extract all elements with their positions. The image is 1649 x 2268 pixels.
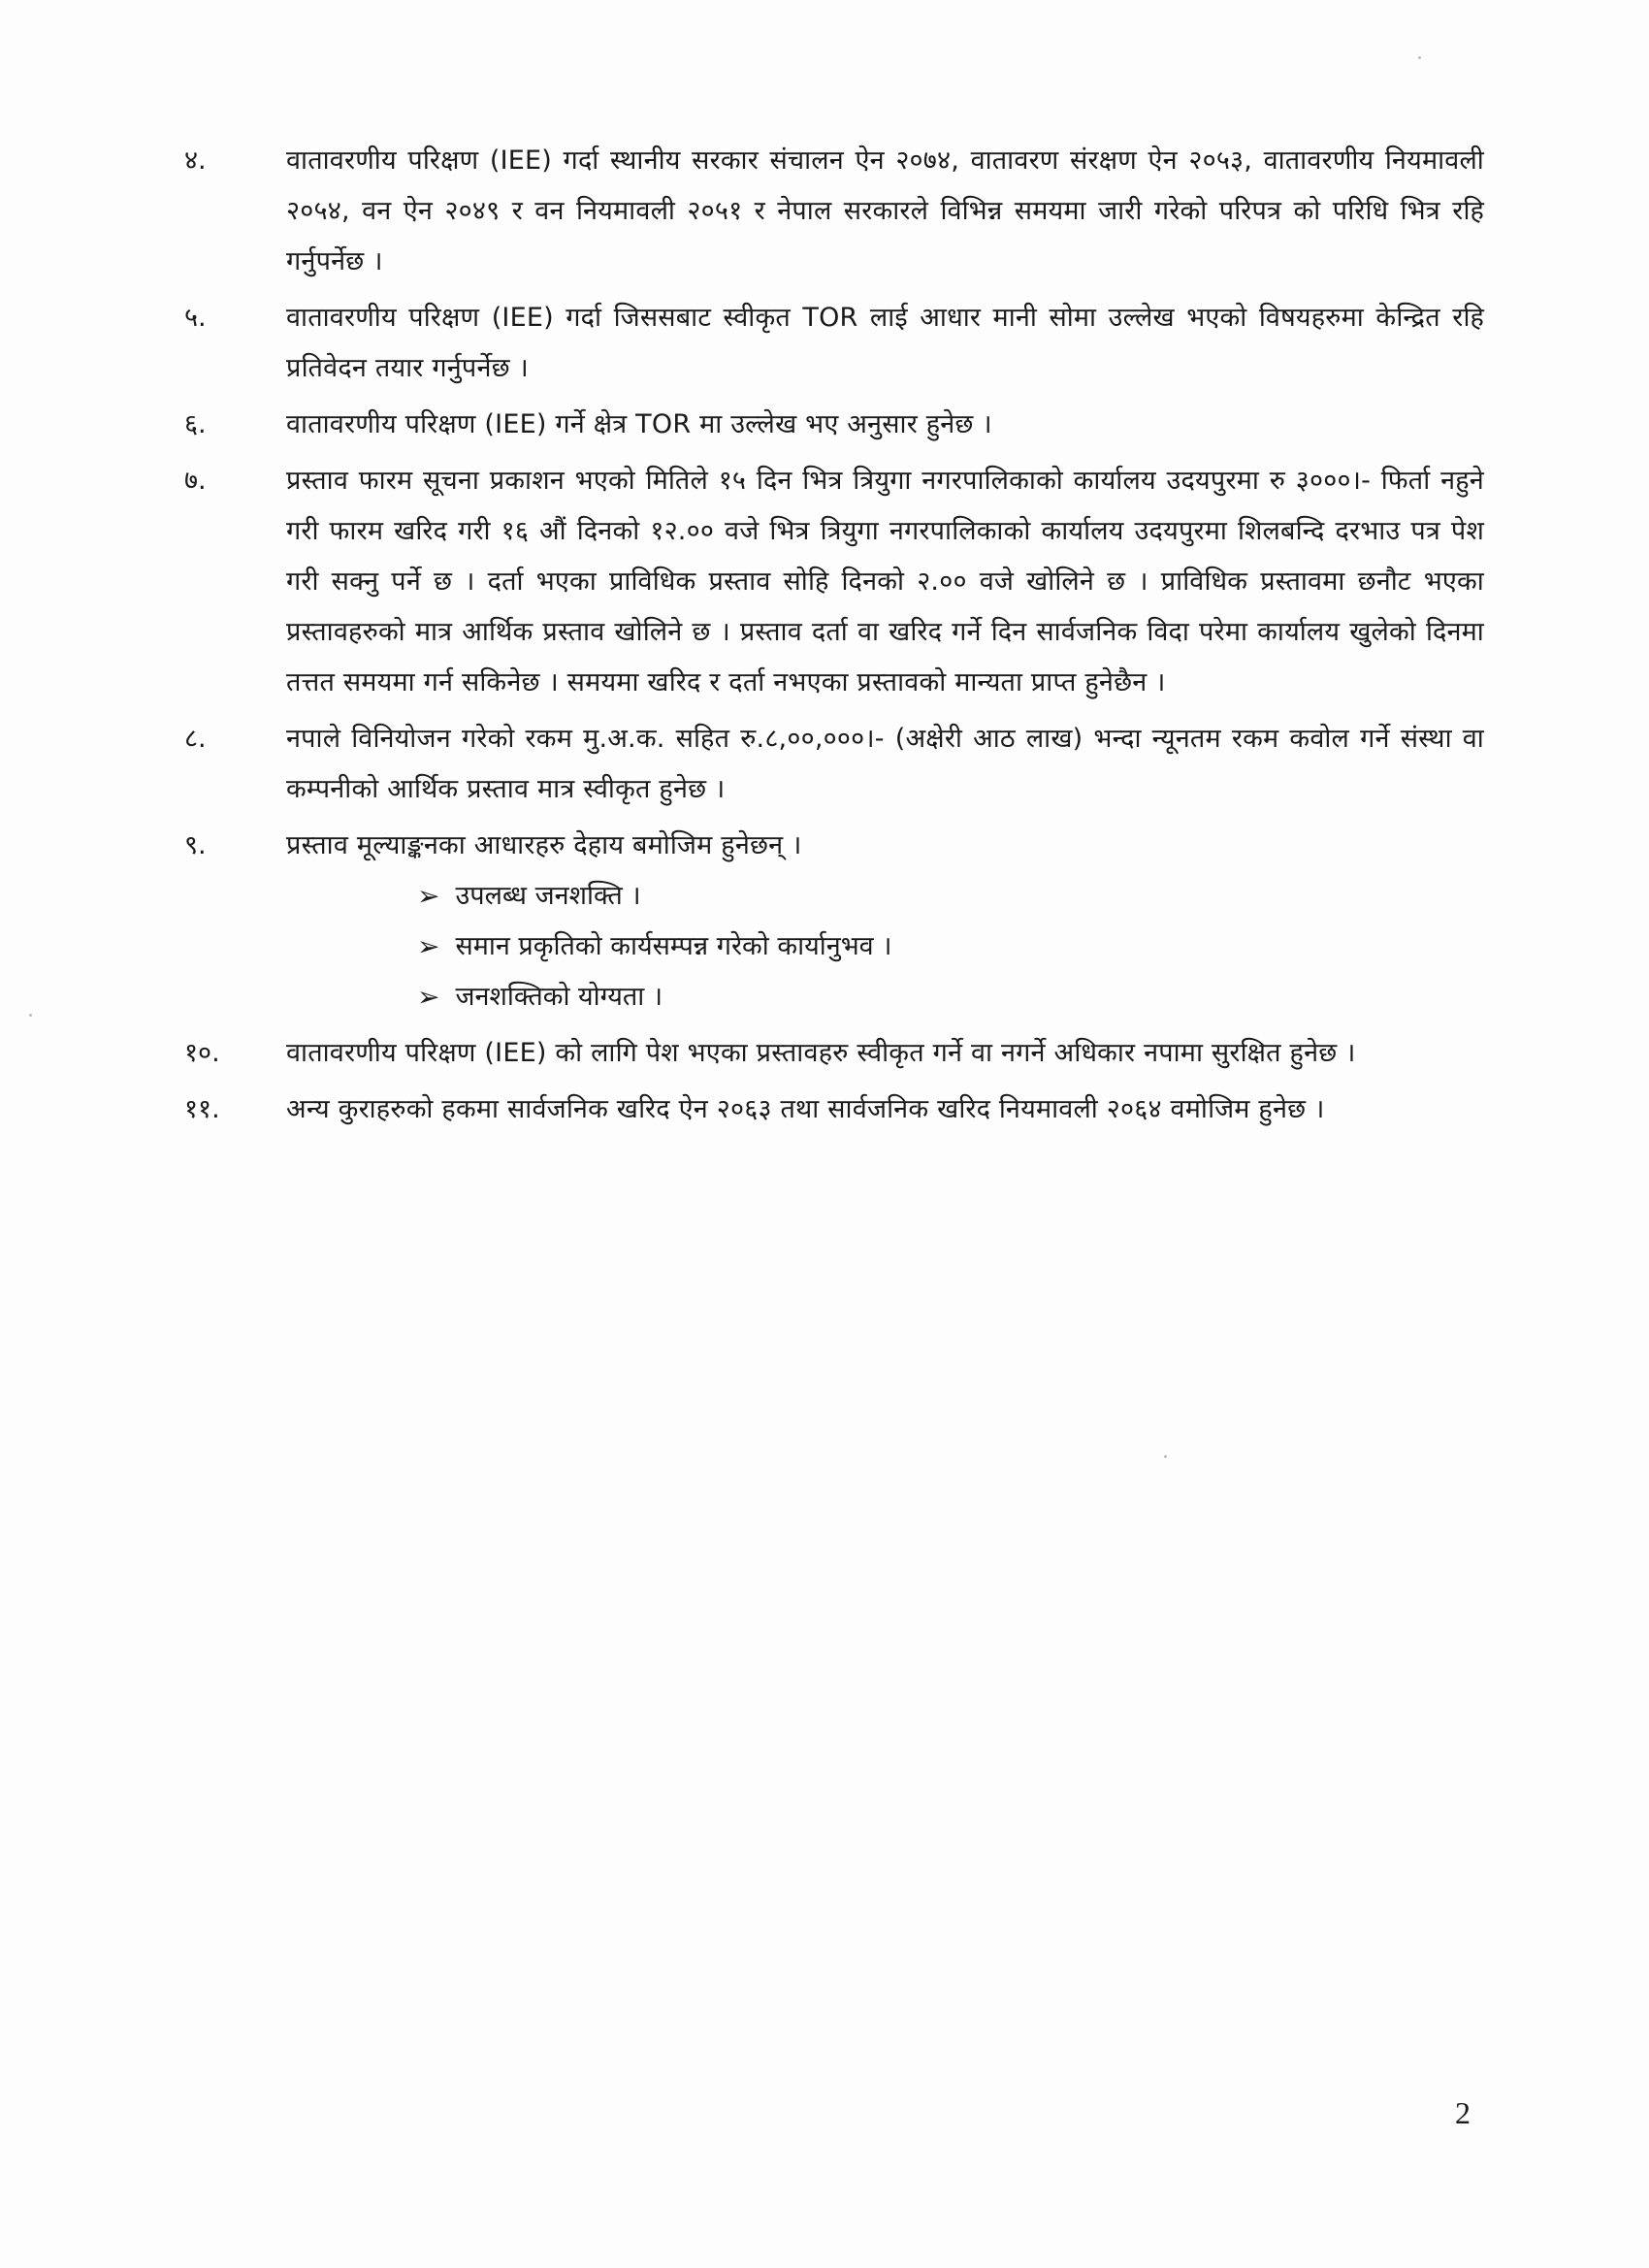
item-text: नपाले विनियोजन गरेको रकम मु.अ.क. सहित रु.८,००,०००।- (अक्षेरी आठ लाख) भन्दा न्यूनतम रकम कवोल गर्ने संस्था वा कम्पनीको आर्थिक प्रस्ताव मात्र स्वीकृत हुनेछ । <box>286 724 1484 804</box>
item-text: प्रस्ताव फारम सूचना प्रकाशन भएको मितिले १५ दिन भित्र त्रियुगा नगरपालिकाको कार्यालय उदयपुरमा रु ३०००।- फिर्ता नहुने गरी फारम खरिद गरी १६ औं दिनको १२.०० वजे भित्र त्रियुगा नगरपालिकाको कार्यालय उदयपुरमा शिलबन्दि दरभाउ पत्र पेश गरी सक्नु पर्ने छ । दर्ता भएका प्राविधिक प्रस्ताव सोहि दिनको २.०० वजे खोलिने छ । प्राविधिक प्रस्तावमा छनौट भएका प्रस्तावहरुको मात्र आर्थिक प्रस्ताव खोलिने छ । प्रस्ताव दर्ता वा खरिद गर्ने दिन सार्वजनिक विदा परेमा कार्यालय खुलेको दिनमा तत्तत समयमा गर्न सकिनेछ । समयमा खरिद र दर्ता नभएका प्रस्तावको मान्यता प्राप्त हुनेछैन । <box>286 466 1484 697</box>
arrowhead-icon: ➢ <box>417 880 440 912</box>
bullet-text: जनशक्तिको योग्यता । <box>455 982 663 1012</box>
list-item <box>184 1028 1484 1079</box>
item-text: अन्य कुराहरुको हकमा सार्वजनिक खरिद ऐन २०६३ तथा सार्वजनिक खरिद नियमावली २०६४ वमोजिम हुनेछ । <box>286 1094 1325 1124</box>
list-item <box>184 400 1484 450</box>
bullet-text: उपलब्ध जनशक्ति । <box>455 881 641 911</box>
arrowhead-icon: ➢ <box>417 930 440 962</box>
bullet-item <box>417 871 1484 922</box>
item-number: ७. <box>184 466 207 496</box>
item-number: ५. <box>184 303 207 333</box>
bullet-item <box>417 972 1484 1022</box>
item-number: ९. <box>184 830 207 860</box>
numbered-list <box>184 136 1484 1141</box>
list-item <box>184 1085 1484 1135</box>
item-number: १०. <box>184 1038 220 1068</box>
item-number: ४. <box>184 146 207 176</box>
bullet-item <box>417 922 1484 972</box>
list-item <box>184 293 1484 394</box>
item-text: वातावरणीय परिक्षण (IEE) गर्दा जिससबाट स्वीकृत TOR लाई आधार मानी सोमा उल्लेख भएको विषयहरुमा केन्द्रित रहि प्रतिवेदन तयार गर्नुपर्नेछ । <box>286 303 1484 383</box>
list-item <box>184 714 1484 815</box>
list-item <box>184 456 1484 708</box>
evaluation-criteria-list <box>417 871 1484 1022</box>
item-text: वातावरणीय परिक्षण (IEE) को लागि पेश भएका प्रस्तावहरु स्वीकृत गर्ने वा नगर्ने अधिकार नपामा सुरक्षित हुनेछ । <box>286 1038 1356 1068</box>
item-text: वातावरणीय परिक्षण (IEE) गर्दा स्थानीय सरकार संचालन ऐन २०७४, वातावरण संरक्षण ऐन २०५३, वातावरणीय नियमावली २०५४, वन ऐन २०४९ र वन नियमावली २०५१ र नेपाल सरकारले विभिन्न समयमा जारी गरेको परिपत्र को परिधि भित्र रहि गर्नुपर्नेछ । <box>286 146 1484 276</box>
item-number: ६. <box>184 409 207 439</box>
list-item <box>184 136 1484 287</box>
arrowhead-icon: ➢ <box>417 981 440 1013</box>
page-number: 2 <box>1455 2095 1471 2130</box>
item-number: ८. <box>184 724 207 754</box>
item-number: ११. <box>184 1094 220 1124</box>
item-text: वातावरणीय परिक्षण (IEE) गर्ने क्षेत्र TOR मा उल्लेख भए अनुसार हुनेछ । <box>286 409 992 439</box>
list-item <box>184 821 1484 1022</box>
bullet-text: समान प्रकृतिको कार्यसम्पन्न गरेको कार्यानुभव । <box>455 931 892 961</box>
item-text: प्रस्ताव मूल्याङ्कनका आधारहरु देहाय बमोजिम हुनेछन् । <box>286 830 802 860</box>
